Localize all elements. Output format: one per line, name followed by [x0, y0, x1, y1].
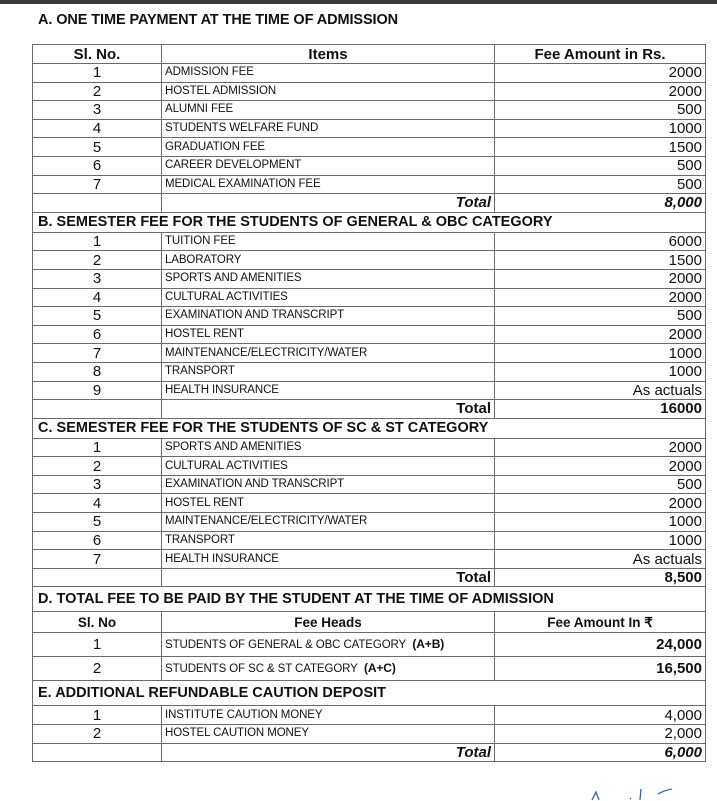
item-formula: (A+C) — [363, 660, 396, 675]
section-c-row — [33, 494, 706, 513]
item-name: HEALTH INSURANCE — [165, 552, 279, 565]
fee-amount-cell: 1000 — [495, 513, 706, 532]
fee-amount-cell: 4,000 — [495, 706, 706, 725]
fee-amount-cell: 2000 — [495, 457, 706, 476]
section-e-title: E. ADDITIONAL REFUNDABLE CAUTION DEPOSIT — [33, 681, 706, 706]
sl-no-cell: 6 — [33, 531, 162, 550]
item-name: HOSTEL CAUTION MONEY — [165, 727, 309, 740]
item-name-cell — [162, 251, 495, 270]
empty-cell — [33, 400, 162, 419]
fee-amount-cell: As actuals — [495, 550, 706, 569]
sl-no-cell: 3 — [33, 269, 162, 288]
total-value: 6,000 — [495, 743, 706, 762]
column-header-fee-amount: Fee Amount In ₹ — [495, 612, 706, 633]
handwritten-mark — [590, 786, 680, 801]
item-name-cell — [162, 494, 495, 513]
section-a-row — [33, 64, 706, 83]
section-b-row — [33, 381, 706, 400]
section-c-row — [33, 513, 706, 532]
item-name: STUDENTS OF GENERAL & OBC CATEGORY — [165, 638, 407, 651]
item-name: HOSTEL RENT — [165, 328, 244, 341]
item-name-cell — [162, 269, 495, 288]
section-b-row — [33, 288, 706, 307]
total-label: Total — [162, 194, 495, 213]
sl-no-cell: 8 — [33, 362, 162, 381]
section-a-row — [33, 101, 706, 120]
sl-no-cell: 3 — [33, 101, 162, 120]
item-name-cell — [162, 232, 495, 251]
item-name: SPORTS AND AMENITIES — [165, 440, 302, 453]
item-name-cell — [162, 344, 495, 363]
fee-table-body — [33, 45, 706, 762]
total-value: 16000 — [495, 400, 706, 419]
section-d-row — [33, 633, 706, 657]
fee-amount-cell: 500 — [495, 307, 706, 326]
section-c-row — [33, 475, 706, 494]
item-name: GRADUATION FEE — [165, 140, 265, 153]
sl-no-cell: 2 — [33, 82, 162, 101]
item-formula: (A+B) — [412, 636, 445, 651]
section-a-title: A. ONE TIME PAYMENT AT THE TIME OF ADMISSION — [38, 12, 398, 28]
item-name: TRANSPORT — [165, 533, 235, 546]
sl-no-cell: 2 — [33, 725, 162, 744]
section-e-row — [33, 725, 706, 744]
item-name: EXAMINATION AND TRANSCRIPT — [165, 309, 345, 322]
fee-amount-cell: As actuals — [495, 381, 706, 400]
sl-no-cell: 4 — [33, 119, 162, 138]
total-label: Total — [162, 568, 495, 587]
column-header-sl-no: Sl. No. — [33, 45, 162, 64]
section-e-title-row — [33, 681, 706, 706]
window-top-border — [0, 0, 717, 4]
section-b-title-row — [33, 212, 706, 232]
section-c-total-row — [33, 568, 706, 587]
fee-amount-cell: 2,000 — [495, 725, 706, 744]
sl-no-cell: 2 — [33, 251, 162, 270]
fee-amount-cell: 500 — [495, 175, 706, 194]
item-name-cell — [162, 438, 495, 457]
item-name-cell — [162, 513, 495, 532]
item-name: HEALTH INSURANCE — [165, 383, 279, 396]
item-name-cell — [162, 457, 495, 476]
item-name: CULTURAL ACTIVITIES — [165, 459, 288, 472]
total-label: Total — [162, 400, 495, 419]
item-name: STUDENTS OF SC & ST CATEGORY — [165, 662, 358, 675]
empty-cell — [33, 568, 162, 587]
item-name: HOSTEL RENT — [165, 496, 244, 509]
item-name-cell — [162, 381, 495, 400]
fee-amount-cell: 2000 — [495, 269, 706, 288]
sl-no-cell: 2 — [33, 457, 162, 476]
sl-no-cell: 1 — [33, 706, 162, 725]
column-header-items: Items — [162, 45, 495, 64]
item-name: MAINTENANCE/ELECTRICITY/WATER — [165, 346, 368, 359]
item-name: INSTITUTE CAUTION MONEY — [165, 708, 323, 721]
column-header-fee-amount: Fee Amount in Rs. — [495, 45, 706, 64]
item-name-cell — [162, 657, 495, 681]
section-c-row — [33, 550, 706, 569]
fee-amount-cell: 6000 — [495, 232, 706, 251]
item-name-cell — [162, 706, 495, 725]
fee-amount-cell: 2000 — [495, 288, 706, 307]
item-name: CULTURAL ACTIVITIES — [165, 290, 288, 303]
item-name: ALUMNI FEE — [165, 103, 234, 116]
total-label: Total — [162, 743, 495, 762]
item-name-cell — [162, 531, 495, 550]
fee-amount-cell: 2000 — [495, 82, 706, 101]
item-name-cell — [162, 307, 495, 326]
item-name: EXAMINATION AND TRANSCRIPT — [165, 478, 345, 491]
item-name-cell — [162, 325, 495, 344]
section-a-row — [33, 156, 706, 175]
item-name: HOSTEL ADMISSION — [165, 84, 277, 97]
section-b-row — [33, 269, 706, 288]
sl-no-cell: 1 — [33, 232, 162, 251]
fee-amount-cell: 1000 — [495, 344, 706, 363]
fee-amount-cell: 2000 — [495, 325, 706, 344]
section-c-row — [33, 457, 706, 476]
sl-no-cell: 4 — [33, 288, 162, 307]
sl-no-cell: 5 — [33, 138, 162, 157]
section-b-row — [33, 307, 706, 326]
fee-amount-cell: 16,500 — [495, 657, 706, 681]
fee-amount-cell: 500 — [495, 475, 706, 494]
item-name-cell — [162, 633, 495, 657]
section-b-row — [33, 232, 706, 251]
item-name: TRANSPORT — [165, 365, 235, 378]
fee-amount-cell: 1000 — [495, 531, 706, 550]
item-name-cell — [162, 156, 495, 175]
item-name-cell — [162, 725, 495, 744]
sl-no-cell: 2 — [33, 657, 162, 681]
section-c-title: C. SEMESTER FEE FOR THE STUDENTS OF SC & ST CATEGORY — [33, 418, 706, 438]
item-name: ADMISSION FEE — [165, 66, 254, 79]
fee-amount-cell: 500 — [495, 101, 706, 120]
fee-amount-cell: 2000 — [495, 64, 706, 83]
section-c-title-row — [33, 418, 706, 438]
sl-no-cell: 5 — [33, 307, 162, 326]
item-name: CAREER DEVELOPMENT — [165, 159, 302, 172]
item-name-cell — [162, 119, 495, 138]
sl-no-cell: 1 — [33, 438, 162, 457]
item-name: TUITION FEE — [165, 235, 236, 248]
section-b-row — [33, 325, 706, 344]
fee-amount-cell: 1000 — [495, 362, 706, 381]
section-d-row — [33, 657, 706, 681]
item-name: MEDICAL EXAMINATION FEE — [165, 177, 321, 190]
section-a-row — [33, 138, 706, 157]
section-b-row — [33, 251, 706, 270]
item-name-cell — [162, 82, 495, 101]
section-b-total-row — [33, 400, 706, 419]
sl-no-cell: 7 — [33, 175, 162, 194]
sl-no-cell: 4 — [33, 494, 162, 513]
sl-no-cell: 7 — [33, 344, 162, 363]
section-a-header-row — [33, 45, 706, 64]
sl-no-cell: 5 — [33, 513, 162, 532]
item-name-cell — [162, 550, 495, 569]
sl-no-cell: 6 — [33, 156, 162, 175]
item-name-cell — [162, 475, 495, 494]
item-name-cell — [162, 138, 495, 157]
fee-amount-cell: 1500 — [495, 251, 706, 270]
section-a-row — [33, 82, 706, 101]
fee-amount-cell: 24,000 — [495, 633, 706, 657]
fee-amount-cell: 500 — [495, 156, 706, 175]
section-d-title: D. TOTAL FEE TO BE PAID BY THE STUDENT AT THE TIME OF ADMISSION — [33, 587, 706, 612]
sl-no-cell: 6 — [33, 325, 162, 344]
fee-amount-cell: 2000 — [495, 438, 706, 457]
item-name-cell — [162, 288, 495, 307]
empty-cell — [33, 194, 162, 213]
section-b-title: B. SEMESTER FEE FOR THE STUDENTS OF GENERAL & OBC CATEGORY — [33, 212, 706, 232]
section-a-row — [33, 119, 706, 138]
total-value: 8,000 — [495, 194, 706, 213]
item-name-cell — [162, 362, 495, 381]
item-name: SPORTS AND AMENITIES — [165, 272, 302, 285]
sl-no-cell: 3 — [33, 475, 162, 494]
section-b-row — [33, 362, 706, 381]
fee-amount-cell: 2000 — [495, 494, 706, 513]
fee-structure-table — [32, 44, 706, 762]
sl-no-cell: 1 — [33, 64, 162, 83]
fee-amount-cell: 1000 — [495, 119, 706, 138]
item-name-cell — [162, 101, 495, 120]
column-header-sl-no: Sl. No — [33, 612, 162, 633]
item-name-cell — [162, 64, 495, 83]
sl-no-cell: 7 — [33, 550, 162, 569]
section-e-total-row — [33, 743, 706, 762]
fee-amount-cell: 1500 — [495, 138, 706, 157]
column-header-fee-heads: Fee Heads — [162, 612, 495, 633]
section-b-row — [33, 344, 706, 363]
sl-no-cell: 9 — [33, 381, 162, 400]
sl-no-cell: 1 — [33, 633, 162, 657]
section-a-total-row — [33, 194, 706, 213]
item-name: LABORATORY — [165, 253, 242, 266]
section-c-row — [33, 531, 706, 550]
section-d-header-row — [33, 612, 706, 633]
item-name-cell — [162, 175, 495, 194]
section-e-row — [33, 706, 706, 725]
section-d-title-row — [33, 587, 706, 612]
item-name: MAINTENANCE/ELECTRICITY/WATER — [165, 515, 368, 528]
empty-cell — [33, 743, 162, 762]
item-name: STUDENTS WELFARE FUND — [165, 122, 319, 135]
section-c-row — [33, 438, 706, 457]
total-value: 8,500 — [495, 568, 706, 587]
section-a-row — [33, 175, 706, 194]
